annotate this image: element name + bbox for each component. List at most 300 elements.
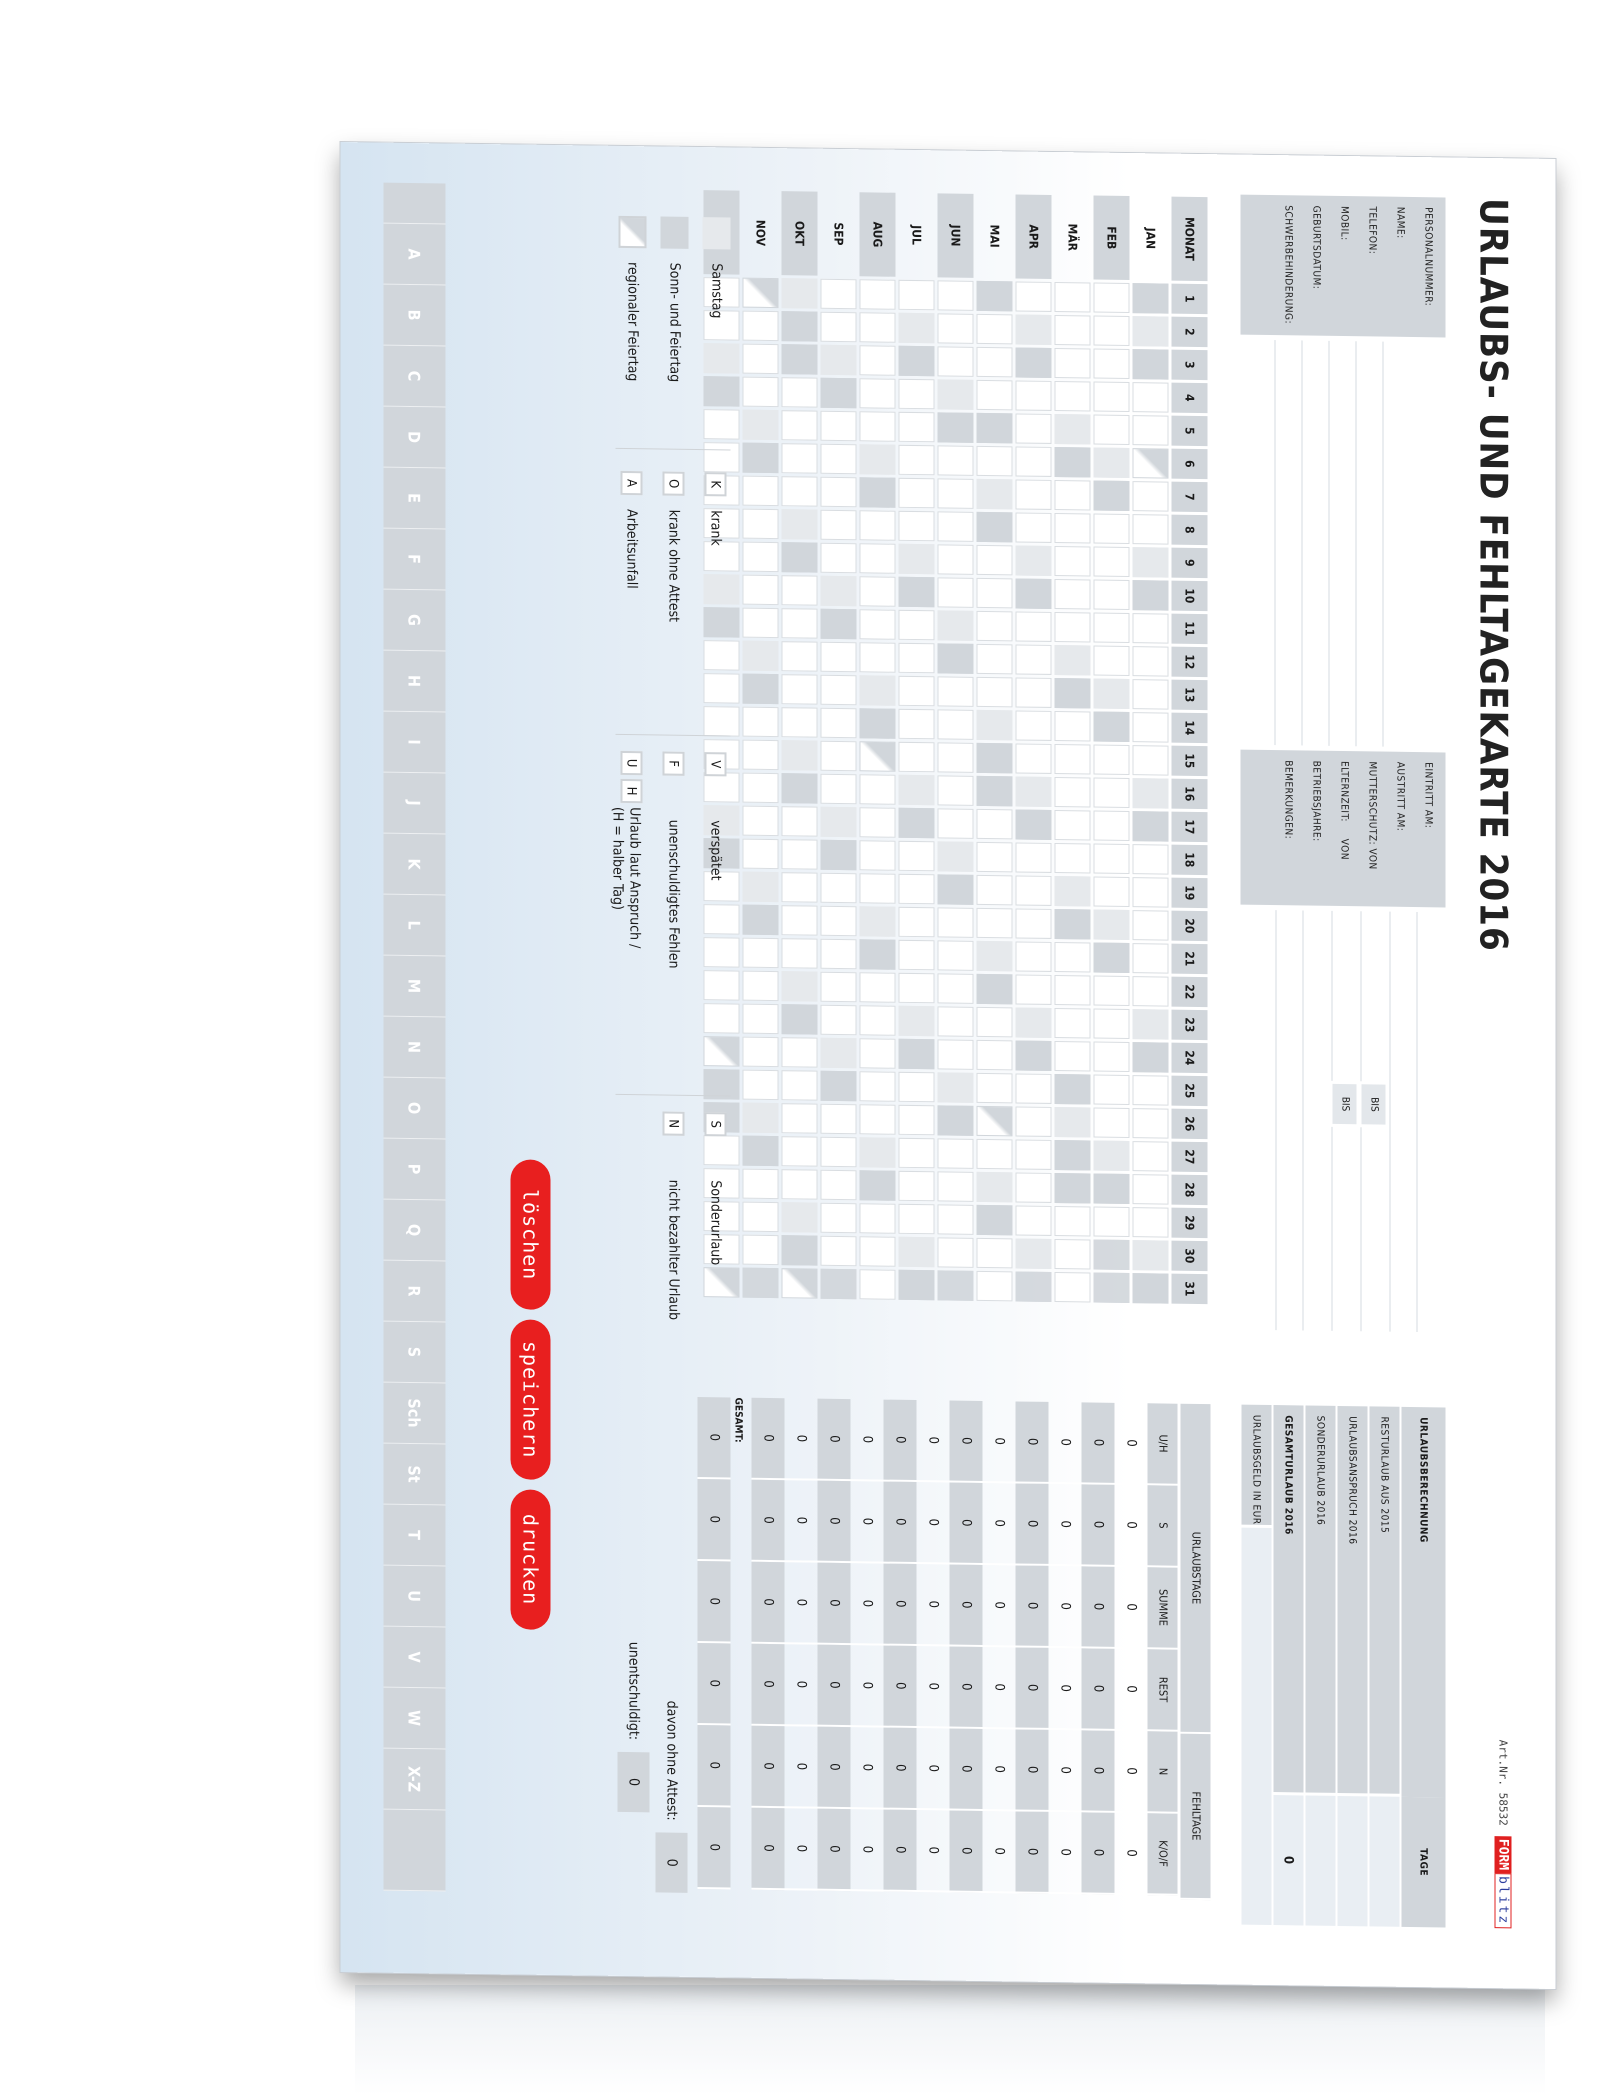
day-cell[interactable]	[781, 740, 817, 771]
day-cell[interactable]	[976, 314, 1012, 345]
day-cell[interactable]	[1015, 710, 1051, 741]
day-cell[interactable]	[781, 773, 817, 804]
day-cell[interactable]	[742, 344, 778, 375]
day-cell[interactable]	[898, 643, 934, 674]
day-cell[interactable]	[1132, 646, 1168, 677]
day-cell[interactable]	[859, 774, 895, 805]
day-cell[interactable]	[1054, 414, 1090, 445]
day-cell[interactable]	[742, 1136, 778, 1167]
day-cell[interactable]	[976, 1040, 1012, 1071]
day-cell[interactable]	[937, 577, 973, 608]
day-cell[interactable]	[976, 1172, 1012, 1203]
day-cell[interactable]	[976, 347, 1012, 378]
day-cell[interactable]	[1093, 1174, 1129, 1205]
day-cell[interactable]	[1132, 547, 1168, 578]
day-cell[interactable]	[781, 1202, 817, 1233]
austritt-field[interactable]	[1389, 912, 1414, 1332]
day-cell[interactable]	[781, 575, 817, 606]
alphabet-tab-w[interactable]: W	[383, 1688, 445, 1750]
day-cell[interactable]	[781, 608, 817, 639]
mutterschutz-bis-field[interactable]	[1360, 1127, 1385, 1331]
alphabet-tab-sch[interactable]: Sch	[383, 1383, 445, 1445]
day-cell[interactable]	[1015, 1040, 1051, 1071]
day-cell[interactable]	[898, 1171, 934, 1202]
day-cell[interactable]	[742, 674, 778, 705]
day-cell[interactable]	[1093, 646, 1129, 677]
day-cell[interactable]	[859, 873, 895, 904]
day-cell[interactable]	[1054, 282, 1090, 313]
alphabet-tab-n[interactable]: N	[383, 1017, 445, 1079]
day-cell[interactable]	[742, 1202, 778, 1233]
day-cell[interactable]	[742, 311, 778, 342]
day-cell[interactable]	[898, 445, 934, 476]
day-cell[interactable]	[859, 675, 895, 706]
day-cell[interactable]	[1132, 316, 1168, 347]
day-cell[interactable]	[1093, 844, 1129, 875]
day-cell[interactable]	[976, 512, 1012, 543]
day-cell[interactable]	[1015, 281, 1051, 312]
day-cell[interactable]	[1132, 910, 1168, 941]
day-cell[interactable]	[1132, 283, 1168, 314]
day-cell[interactable]	[781, 344, 817, 375]
day-cell[interactable]	[742, 1103, 778, 1134]
day-cell[interactable]	[742, 938, 778, 969]
day-cell[interactable]	[859, 939, 895, 970]
day-cell[interactable]	[820, 906, 856, 937]
day-cell[interactable]	[1015, 941, 1051, 972]
day-cell[interactable]	[781, 377, 817, 408]
day-cell[interactable]	[1054, 777, 1090, 808]
day-cell[interactable]	[1015, 578, 1051, 609]
day-cell[interactable]	[781, 674, 817, 705]
day-cell[interactable]	[976, 776, 1012, 807]
alphabet-tab-a[interactable]: A	[383, 224, 445, 286]
day-cell[interactable]	[1132, 778, 1168, 809]
day-cell[interactable]	[937, 445, 973, 476]
day-cell[interactable]	[742, 905, 778, 936]
day-cell[interactable]	[1015, 314, 1051, 345]
day-cell[interactable]	[898, 313, 934, 344]
day-cell[interactable]	[859, 279, 895, 310]
day-cell[interactable]	[976, 941, 1012, 972]
alphabet-tab-l[interactable]: L	[383, 895, 445, 957]
alphabet-tab-c[interactable]: C	[383, 346, 445, 408]
day-cell[interactable]	[1054, 1173, 1090, 1204]
day-cell[interactable]	[1093, 910, 1129, 941]
day-cell[interactable]	[1015, 743, 1051, 774]
day-cell[interactable]	[937, 1039, 973, 1070]
day-cell[interactable]	[1015, 380, 1051, 411]
bemerkungen-field[interactable]	[1275, 910, 1300, 1330]
day-cell[interactable]	[898, 940, 934, 971]
day-cell[interactable]	[1054, 348, 1090, 379]
day-cell[interactable]	[976, 1205, 1012, 1236]
day-cell[interactable]	[781, 707, 817, 738]
day-cell[interactable]	[1132, 811, 1168, 842]
alphabet-tab-p[interactable]: P	[383, 1139, 445, 1201]
day-cell[interactable]	[1015, 1007, 1051, 1038]
day-cell[interactable]	[820, 840, 856, 871]
day-cell[interactable]	[1054, 1239, 1090, 1270]
day-cell[interactable]	[898, 280, 934, 311]
day-cell[interactable]	[742, 608, 778, 639]
day-cell[interactable]	[1132, 415, 1168, 446]
day-cell[interactable]	[976, 875, 1012, 906]
day-cell[interactable]	[820, 444, 856, 475]
day-cell[interactable]	[742, 278, 778, 309]
day-cell[interactable]	[859, 807, 895, 838]
telefon-field[interactable]	[1328, 341, 1353, 746]
day-cell[interactable]	[937, 775, 973, 806]
day-cell[interactable]	[820, 1236, 856, 1267]
day-cell[interactable]	[1015, 611, 1051, 642]
day-cell[interactable]	[937, 412, 973, 443]
day-cell[interactable]	[820, 1071, 856, 1102]
day-cell[interactable]	[976, 446, 1012, 477]
day-cell[interactable]	[937, 643, 973, 674]
day-cell[interactable]	[781, 641, 817, 672]
day-cell[interactable]	[976, 413, 1012, 444]
day-cell[interactable]	[898, 379, 934, 410]
day-cell[interactable]	[976, 1073, 1012, 1104]
day-cell[interactable]	[937, 1171, 973, 1202]
day-cell[interactable]	[1093, 349, 1129, 380]
day-cell[interactable]	[898, 1138, 934, 1169]
day-cell[interactable]	[742, 410, 778, 441]
day-cell[interactable]	[781, 542, 817, 573]
day-cell[interactable]	[976, 677, 1012, 708]
day-cell[interactable]	[937, 1006, 973, 1037]
day-cell[interactable]	[1093, 712, 1129, 743]
day-cell[interactable]	[859, 609, 895, 640]
day-cell[interactable]	[1093, 547, 1129, 578]
day-cell[interactable]	[1093, 481, 1129, 512]
day-cell[interactable]	[820, 345, 856, 376]
alphabet-tab-s[interactable]: S	[383, 1322, 445, 1384]
elternzeit-bis-field[interactable]	[1331, 1127, 1356, 1331]
day-cell[interactable]	[1132, 712, 1168, 743]
alphabet-tab-m[interactable]: M	[383, 956, 445, 1018]
day-cell[interactable]	[1054, 810, 1090, 841]
day-cell[interactable]	[937, 1237, 973, 1268]
day-cell[interactable]	[898, 1270, 934, 1301]
day-cell[interactable]	[976, 710, 1012, 741]
day-cell[interactable]	[976, 974, 1012, 1005]
special-leave-field[interactable]	[1305, 1795, 1335, 1925]
day-cell[interactable]	[1054, 1074, 1090, 1105]
day-cell[interactable]	[742, 806, 778, 837]
day-cell[interactable]	[937, 874, 973, 905]
day-cell[interactable]	[859, 345, 895, 376]
save-button[interactable]: speichern	[510, 1319, 550, 1480]
day-cell[interactable]	[1015, 446, 1051, 477]
day-cell[interactable]	[820, 939, 856, 970]
day-cell[interactable]	[1015, 809, 1051, 840]
day-cell[interactable]	[1132, 877, 1168, 908]
day-cell[interactable]	[781, 1268, 817, 1299]
alphabet-tab-x-z[interactable]: X-Z	[383, 1749, 445, 1811]
day-cell[interactable]	[859, 510, 895, 541]
day-cell[interactable]	[1132, 1273, 1168, 1304]
alphabet-tab-i[interactable]: I	[383, 712, 445, 774]
day-cell[interactable]	[781, 971, 817, 1002]
day-cell[interactable]	[1093, 415, 1129, 446]
day-cell[interactable]	[820, 675, 856, 706]
day-cell[interactable]	[820, 411, 856, 442]
day-cell[interactable]	[1132, 514, 1168, 545]
day-cell[interactable]	[937, 610, 973, 641]
day-cell[interactable]	[781, 509, 817, 540]
day-cell[interactable]	[781, 938, 817, 969]
day-cell[interactable]	[1015, 479, 1051, 510]
day-cell[interactable]	[1132, 1108, 1168, 1139]
day-cell[interactable]	[1093, 316, 1129, 347]
day-cell[interactable]	[820, 1104, 856, 1135]
alphabet-tab-h[interactable]: H	[383, 651, 445, 713]
day-cell[interactable]	[898, 544, 934, 575]
day-cell[interactable]	[976, 1271, 1012, 1302]
day-cell[interactable]	[820, 741, 856, 772]
day-cell[interactable]	[1015, 1205, 1051, 1236]
day-cell[interactable]	[1054, 942, 1090, 973]
day-cell[interactable]	[937, 1138, 973, 1169]
day-cell[interactable]	[859, 1203, 895, 1234]
day-cell[interactable]	[742, 1235, 778, 1266]
day-cell[interactable]	[976, 1139, 1012, 1170]
day-cell[interactable]	[1015, 644, 1051, 675]
day-cell[interactable]	[859, 576, 895, 607]
day-cell[interactable]	[1093, 1042, 1129, 1073]
day-cell[interactable]	[976, 1106, 1012, 1137]
day-cell[interactable]	[781, 410, 817, 441]
day-cell[interactable]	[1015, 677, 1051, 708]
day-cell[interactable]	[1132, 745, 1168, 776]
day-cell[interactable]	[1132, 1009, 1168, 1040]
day-cell[interactable]	[1093, 877, 1129, 908]
day-cell[interactable]	[859, 840, 895, 871]
day-cell[interactable]	[1093, 1009, 1129, 1040]
day-cell[interactable]	[859, 1005, 895, 1036]
day-cell[interactable]	[1015, 413, 1051, 444]
day-cell[interactable]	[1093, 976, 1129, 1007]
day-cell[interactable]	[1054, 1206, 1090, 1237]
print-button[interactable]: drucken	[510, 1489, 550, 1630]
day-cell[interactable]	[1015, 1073, 1051, 1104]
personalnummer-field[interactable]	[1382, 342, 1407, 747]
day-cell[interactable]	[898, 808, 934, 839]
day-cell[interactable]	[859, 378, 895, 409]
day-cell[interactable]	[1132, 481, 1168, 512]
day-cell[interactable]	[742, 773, 778, 804]
day-cell[interactable]	[820, 873, 856, 904]
alphabet-tab-k[interactable]: K	[383, 834, 445, 896]
day-cell[interactable]	[1054, 1041, 1090, 1072]
day-cell[interactable]	[781, 1004, 817, 1035]
day-cell[interactable]	[1132, 1075, 1168, 1106]
day-cell[interactable]	[820, 972, 856, 1003]
day-cell[interactable]	[1054, 579, 1090, 610]
delete-button[interactable]: löschen	[510, 1159, 550, 1310]
day-cell[interactable]	[742, 1070, 778, 1101]
day-cell[interactable]	[742, 872, 778, 903]
alphabet-tab-j[interactable]: J	[383, 773, 445, 835]
day-cell[interactable]	[1015, 1106, 1051, 1137]
day-cell[interactable]	[1093, 1075, 1129, 1106]
day-cell[interactable]	[1054, 480, 1090, 511]
day-cell[interactable]	[1015, 1238, 1051, 1269]
day-cell[interactable]	[859, 1137, 895, 1168]
day-cell[interactable]	[859, 642, 895, 673]
day-cell[interactable]	[820, 279, 856, 310]
day-cell[interactable]	[1093, 580, 1129, 611]
day-cell[interactable]	[937, 1204, 973, 1235]
day-cell[interactable]	[976, 545, 1012, 576]
day-cell[interactable]	[820, 642, 856, 673]
day-cell[interactable]	[1054, 447, 1090, 478]
day-cell[interactable]	[781, 1235, 817, 1266]
day-cell[interactable]	[976, 644, 1012, 675]
day-cell[interactable]	[1054, 975, 1090, 1006]
day-cell[interactable]	[820, 543, 856, 574]
day-cell[interactable]	[1054, 843, 1090, 874]
day-cell[interactable]	[781, 1103, 817, 1134]
day-cell[interactable]	[898, 973, 934, 1004]
day-cell[interactable]	[1132, 1042, 1168, 1073]
day-cell[interactable]	[781, 839, 817, 870]
day-cell[interactable]	[781, 443, 817, 474]
day-cell[interactable]	[1054, 678, 1090, 709]
day-cell[interactable]	[898, 1105, 934, 1136]
day-cell[interactable]	[859, 543, 895, 574]
day-cell[interactable]	[937, 742, 973, 773]
day-cell[interactable]	[937, 313, 973, 344]
day-cell[interactable]	[976, 281, 1012, 312]
day-cell[interactable]	[820, 1005, 856, 1036]
day-cell[interactable]	[1132, 382, 1168, 413]
day-cell[interactable]	[820, 1170, 856, 1201]
day-cell[interactable]	[1132, 943, 1168, 974]
day-cell[interactable]	[898, 775, 934, 806]
day-cell[interactable]	[820, 477, 856, 508]
alphabet-tab-d[interactable]: D	[383, 407, 445, 469]
day-cell[interactable]	[781, 905, 817, 936]
day-cell[interactable]	[859, 1104, 895, 1135]
day-cell[interactable]	[1054, 546, 1090, 577]
day-cell[interactable]	[1015, 1139, 1051, 1170]
day-cell[interactable]	[976, 842, 1012, 873]
day-cell[interactable]	[820, 312, 856, 343]
day-cell[interactable]	[976, 1007, 1012, 1038]
day-cell[interactable]	[1054, 513, 1090, 544]
entitlement-field[interactable]	[1337, 1796, 1367, 1926]
day-cell[interactable]	[1093, 613, 1129, 644]
day-cell[interactable]	[820, 807, 856, 838]
day-cell[interactable]	[1054, 1107, 1090, 1138]
day-cell[interactable]	[742, 1004, 778, 1035]
day-cell[interactable]	[898, 676, 934, 707]
day-cell[interactable]	[1054, 711, 1090, 742]
alphabet-tab-f[interactable]: F	[383, 529, 445, 591]
day-cell[interactable]	[820, 708, 856, 739]
day-cell[interactable]	[1093, 514, 1129, 545]
day-cell[interactable]	[937, 1105, 973, 1136]
day-cell[interactable]	[898, 346, 934, 377]
day-cell[interactable]	[1054, 381, 1090, 412]
alphabet-tab-b[interactable]: B	[383, 285, 445, 347]
carryover-field[interactable]	[1369, 1796, 1399, 1926]
day-cell[interactable]	[1093, 745, 1129, 776]
geburtsdatum-field[interactable]	[1274, 340, 1299, 745]
day-cell[interactable]	[898, 709, 934, 740]
eintritt-field[interactable]	[1416, 912, 1441, 1332]
alphabet-tab-r[interactable]: R	[383, 1261, 445, 1323]
day-cell[interactable]	[1015, 842, 1051, 873]
day-cell[interactable]	[781, 806, 817, 837]
mutterschutz-von-field[interactable]	[1360, 911, 1385, 1081]
day-cell[interactable]	[937, 346, 973, 377]
day-cell[interactable]	[937, 808, 973, 839]
elternzeit-von-field[interactable]	[1331, 911, 1356, 1081]
day-cell[interactable]	[898, 1006, 934, 1037]
day-cell[interactable]	[859, 741, 895, 772]
name-field[interactable]	[1355, 341, 1380, 746]
day-cell[interactable]	[820, 609, 856, 640]
day-cell[interactable]	[1015, 908, 1051, 939]
day-cell[interactable]	[781, 1070, 817, 1101]
alphabet-tab-v[interactable]: V	[383, 1627, 445, 1689]
day-cell[interactable]	[898, 874, 934, 905]
day-cell[interactable]	[859, 312, 895, 343]
day-cell[interactable]	[976, 380, 1012, 411]
day-cell[interactable]	[820, 1038, 856, 1069]
day-cell[interactable]	[937, 478, 973, 509]
day-cell[interactable]	[1132, 1207, 1168, 1238]
day-cell[interactable]	[1132, 349, 1168, 380]
day-cell[interactable]	[1054, 1272, 1090, 1303]
day-cell[interactable]	[1054, 909, 1090, 940]
day-cell[interactable]	[859, 1269, 895, 1300]
day-cell[interactable]	[781, 476, 817, 507]
day-cell[interactable]	[820, 576, 856, 607]
alphabet-tab-o[interactable]: O	[383, 1078, 445, 1140]
day-cell[interactable]	[781, 872, 817, 903]
vacation-pay-field[interactable]	[1241, 1528, 1271, 1925]
day-cell[interactable]	[937, 973, 973, 1004]
day-cell[interactable]	[1015, 974, 1051, 1005]
day-cell[interactable]	[820, 1137, 856, 1168]
day-cell[interactable]	[976, 479, 1012, 510]
day-cell[interactable]	[898, 577, 934, 608]
day-cell[interactable]	[976, 578, 1012, 609]
day-cell[interactable]	[859, 1236, 895, 1267]
day-cell[interactable]	[898, 412, 934, 443]
day-cell[interactable]	[898, 478, 934, 509]
day-cell[interactable]	[859, 972, 895, 1003]
day-cell[interactable]	[976, 908, 1012, 939]
day-cell[interactable]	[976, 809, 1012, 840]
day-cell[interactable]	[937, 1072, 973, 1103]
day-cell[interactable]	[781, 1136, 817, 1167]
day-cell[interactable]	[859, 906, 895, 937]
day-cell[interactable]	[742, 575, 778, 606]
day-cell[interactable]	[820, 774, 856, 805]
day-cell[interactable]	[937, 280, 973, 311]
day-cell[interactable]	[1093, 283, 1129, 314]
day-cell[interactable]	[937, 907, 973, 938]
day-cell[interactable]	[1054, 645, 1090, 676]
day-cell[interactable]	[820, 378, 856, 409]
day-cell[interactable]	[1015, 347, 1051, 378]
